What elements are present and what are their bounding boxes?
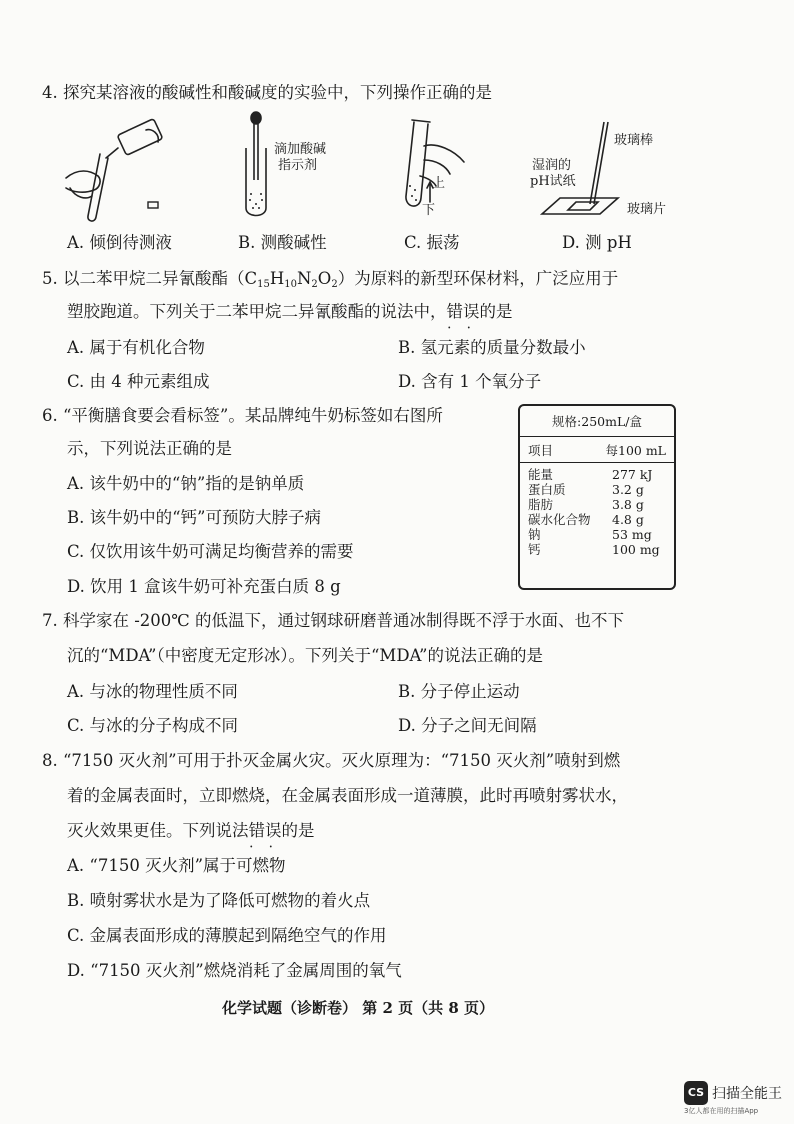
nutrition-label	[518, 404, 676, 590]
q4-option-d: D. 测 pH	[562, 233, 632, 252]
fig-d-slide-label: 玻璃片	[627, 202, 667, 217]
q6-option-c: C. 仅饮用该牛奶可满足均衡营养的需要	[67, 542, 354, 561]
q8-stem-line2: 着的金属表面时，立即燃烧，在金属表面形成一道薄膜，此时再喷射雾状水，	[67, 786, 628, 805]
q8-option-b: B. 喷射雾状水是为了降低可燃物的着火点	[67, 891, 371, 910]
q4-option-b: B. 测酸碱性	[238, 233, 327, 252]
fig-d-paper-label-2: pH试纸	[530, 174, 576, 189]
q7-stem-line1: 7. 科学家在 -200℃ 的低温下，通过钢球研磨普通冰制得既不浮于水面、也不下	[42, 611, 625, 630]
app-tagline: 3亿人都在用的扫描App	[684, 1107, 759, 1115]
q5-stem-line1: 5. 以二苯甲烷二异氰酸酯$(C_{15}H_{10}N_2O_2)$为原料的新型环保材料，广泛应用于	[42, 269, 619, 290]
nutrition-spec: 规格:250mL/盒	[552, 414, 642, 429]
q5-stem-line2: 塑胶跑道。下列关于二苯甲烷二异氰酸酯的说法中，错误 • •的是	[67, 301, 513, 323]
nutrition-row: 钙 100 mg	[528, 542, 660, 557]
q4-stem: 4. 探究某溶液的酸碱性和酸碱度的实验中，下列操作正确的是	[42, 83, 492, 102]
nutrition-row: 碳水化合物 4.8 g	[528, 512, 644, 527]
q8-option-d: D. “7150 灭火剂”燃烧消耗了金属周围的氧气	[67, 961, 402, 980]
fig-d-rod-label: 玻璃棒	[614, 133, 654, 148]
nutrition-row: 脂肪 3.8 g	[528, 497, 644, 512]
q8-option-a: A. “7150 灭火剂”属于可燃物	[67, 856, 286, 875]
fig-b-label-2: 指示剂	[278, 158, 318, 173]
nutrition-col-item: 项目	[528, 443, 554, 458]
pouring-liquid-figure	[60, 118, 180, 223]
q8-emphasis: 错误 • •	[249, 820, 282, 842]
q6-option-b: B. 该牛奶中的“钙”可预防大脖子病	[67, 508, 321, 527]
fig-b-label-1: 滴加酸碱	[274, 142, 327, 157]
fig-c-up-label: 上	[432, 176, 446, 191]
q8-stem-line3: 灭火效果更佳。下列说法错误 • •的是	[67, 820, 315, 842]
app-name: 扫描全能王	[712, 1086, 782, 1102]
nutrition-row: 能量 277 kJ	[528, 467, 653, 482]
q7-stem-line2: 沉的“MDA”（中密度无定形冰）。下列关于“MDA”的说法正确的是	[67, 646, 543, 665]
q4-option-c: C. 振荡	[404, 233, 460, 252]
nutrition-row: 钠 53 mg	[528, 527, 652, 542]
page-footer: 化学试题（诊断卷） 第 2 页（共 8 页）	[222, 999, 494, 1017]
q7-option-d: D. 分子之间无间隔	[398, 716, 537, 735]
fig-d-paper-label-1: 湿润的	[532, 158, 572, 173]
q6-stem-line1: 6. “平衡膳食要会看标签”。某品牌纯牛奶标签如右图所	[42, 406, 443, 425]
dropper-tube-figure	[236, 110, 276, 220]
nutrition-divider	[520, 462, 674, 463]
q7-option-c: C. 与冰的分子构成不同	[67, 716, 239, 735]
q5-option-a: A. 属于有机化合物	[67, 338, 205, 357]
nutrition-row: 蛋白质 3.2 g	[528, 482, 644, 497]
nutrition-col-per: 每100 mL	[605, 443, 666, 458]
q7-option-b: B. 分子停止运动	[398, 682, 520, 701]
nutrition-divider	[520, 436, 674, 437]
q6-stem-line2: 示，下列说法正确的是	[67, 439, 232, 458]
q5-emphasis: 错误 • •	[447, 301, 480, 323]
q7-option-a: A. 与冰的物理性质不同	[67, 682, 238, 701]
q5-option-c: C. 由 4 种元素组成	[67, 372, 210, 391]
q8-stem-line1: 8. “7150 灭火剂”可用于扑灭金属火灾。灭火原理为：“7150 灭火剂”喷射到燃	[42, 751, 621, 770]
q8-option-c: C. 金属表面形成的薄膜起到隔绝空气的作用	[67, 926, 387, 945]
q6-option-a: A. 该牛奶中的“钠”指的是钠单质	[67, 474, 305, 493]
shaking-tube-figure	[394, 116, 474, 216]
q4-option-a: A. 倾倒待测液	[67, 233, 172, 252]
fig-c-down-label: 下	[422, 203, 436, 218]
q5-option-d: D. 含有 1 个氧分子	[398, 372, 542, 391]
camscanner-logo: CS	[684, 1081, 708, 1105]
q6-option-d: D. 饮用 1 盒该牛奶可补充蛋白质 8 g	[67, 577, 341, 596]
q5-option-b: B. 氢元素的质量分数最小	[398, 338, 586, 357]
